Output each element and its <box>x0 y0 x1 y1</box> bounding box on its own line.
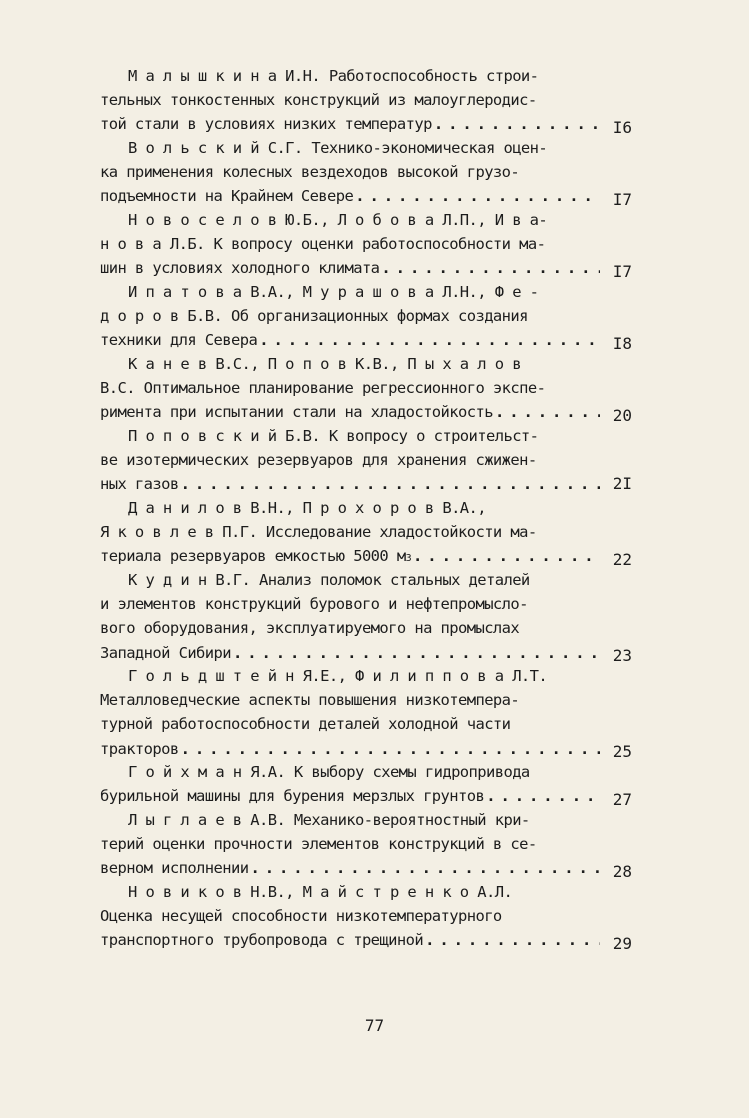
toc-page-number: 2I <box>612 474 632 493</box>
toc-entry <box>100 280 600 353</box>
toc-entry-line <box>100 928 600 952</box>
toc-entry-line <box>100 472 600 496</box>
toc-entry-line: вого оборудования, эксплуатируемого на промыслах <box>100 619 520 638</box>
toc-entry-text: той стали в условиях низких температур <box>100 115 432 134</box>
toc-entry-text: Западной Сибири <box>100 643 231 662</box>
toc-entry-line <box>100 737 600 761</box>
toc-entry-text: бурильной машины для бурения мерзлых грунтов <box>100 787 485 806</box>
dot-leader <box>259 328 600 352</box>
toc-entry-line: Н о в и к о в Н.В., М а й с т р е н к о А.Л. <box>128 883 513 901</box>
toc-entry-line: Н о в о с е л о в Ю.Б., Л о б о в а Л.П., И в а- <box>128 211 548 229</box>
toc-entry-line: Л ы г л а е в А.В. Механико-вероятностный кри- <box>128 811 530 829</box>
toc-entry-text: верном исполнении <box>100 859 249 878</box>
page-number: 77 <box>364 1016 385 1035</box>
toc-entry-line: териала резервуаров емкостью 5000 м 3 . . . <box>100 544 600 568</box>
toc-page-number: 28 <box>612 862 632 881</box>
toc-entry <box>100 64 600 137</box>
toc-entry-line: И п а т о в а В.А., М у р а ш о в а Л.Н., Ф е - <box>128 283 539 301</box>
toc-entry-line: д о р о в Б.В. Об организационных формах создания <box>100 307 528 326</box>
toc-entry <box>100 760 600 808</box>
dot-leader <box>250 856 600 880</box>
toc-entry-line <box>100 112 600 136</box>
toc-entry <box>100 496 600 569</box>
dot-leader <box>413 544 600 568</box>
dot-leader <box>181 737 600 761</box>
toc-entry-line <box>100 400 600 424</box>
toc-entry-text: шин в условиях холодного климата <box>100 259 380 278</box>
dot-leader <box>495 400 600 424</box>
toc-entry-line: В о л ь с к и й С.Г. Технико-экономическая оцен- <box>128 139 548 157</box>
toc-entry-line: турной работоспособности деталей холодной части <box>100 715 511 734</box>
dot-leader <box>434 112 600 136</box>
toc-entry-line: тельных тонкостенных конструкций из малоуглеродис- <box>100 91 537 110</box>
toc-entry-line <box>100 256 600 280</box>
toc-page-number: 22 <box>612 550 632 569</box>
toc-entry-line: Оценка несущей способности низкотемпературного <box>100 907 502 926</box>
toc-page-number: 27 <box>612 790 632 809</box>
toc-entry-text: транспортного трубопровода с трещиной <box>100 931 424 950</box>
toc-page-number: 20 <box>612 406 632 425</box>
toc-entry-line: н о в а Л.Б. К вопросу оценки работоспособности ма- <box>100 235 546 254</box>
toc-page-number: I7 <box>612 262 632 281</box>
toc-entry-line: Металловедческие аспекты повышения низкотемпера- <box>100 691 520 710</box>
toc-entry-line: Г о й х м а н Я.А. К выбору схемы гидропривода <box>128 763 530 781</box>
toc-entry-line <box>100 784 600 808</box>
toc-entry-line: Я к о в л е в П.Г. Исследование хладостойкости ма- <box>100 523 537 542</box>
toc-entry-text: териала резервуаров емкостью 5000 м <box>100 547 406 566</box>
toc-entry-line <box>100 641 600 665</box>
toc-entry-text: тракторов <box>100 739 179 758</box>
toc-entry-line <box>100 328 600 352</box>
toc-entry-line: ве изотермических резервуаров для хранения сжижен- <box>100 451 537 470</box>
toc-entry-line: В.С. Оптимальное планирование регрессионного экспе- <box>100 379 546 398</box>
dot-leader <box>233 641 600 665</box>
toc-entry-text: подъемности на Крайнем Севере <box>100 187 354 206</box>
toc-page-number: 23 <box>612 646 632 665</box>
toc-entry-line: терий оценки прочности элементов конструкций в се- <box>100 835 537 854</box>
dot-leader <box>355 184 600 208</box>
dot-leader <box>486 784 600 808</box>
toc-page-number: I6 <box>612 118 632 137</box>
toc-page-number: 29 <box>612 934 632 953</box>
toc-entry-text: римента при испытании стали на хладостойкость <box>100 403 493 422</box>
toc-page-number: I7 <box>612 190 632 209</box>
toc-entry-line: Г о л ь д ш т е й н Я.Е., Ф и л и п п о в а Л.Т. <box>128 667 548 685</box>
toc-entry-line: ка применения колесных вездеходов высокой грузо- <box>100 163 520 182</box>
toc-page-number: 25 <box>612 742 632 761</box>
toc-entry-line: К у д и н В.Г. Анализ поломок стальных деталей <box>128 571 530 589</box>
toc-entry-text: ных газов <box>100 475 179 494</box>
dot-leader <box>381 256 600 280</box>
toc-entry <box>100 136 600 209</box>
toc-entry-line: и элементов конструкций бурового и нефтепромысло- <box>100 595 528 614</box>
toc-entry <box>100 664 600 761</box>
toc-entry-line <box>100 184 600 208</box>
toc-entry <box>100 424 600 497</box>
dot-leader <box>425 928 600 952</box>
toc-entry-line <box>100 856 600 880</box>
toc-entry <box>100 880 600 953</box>
toc-entry <box>100 352 600 425</box>
toc-page-number: I8 <box>612 334 632 353</box>
toc-entry-line: К а н е в В.С., П о п о в К.В., П ы х а л о в <box>128 355 521 373</box>
toc-entry <box>100 208 600 281</box>
toc-entry <box>100 808 600 881</box>
toc-entry-line: П о п о в с к и й Б.В. К вопросу о строительст- <box>128 427 539 445</box>
toc-entry-line: Д а н и л о в В.Н., П р о х о р о в В.А., <box>128 499 487 517</box>
toc-entry-text: техники для Севера <box>100 331 258 350</box>
toc-entry-line: М а л ы ш к и н а И.Н. Работоспособность строи- <box>128 67 539 85</box>
dot-leader <box>181 472 600 496</box>
toc-entry <box>100 568 600 665</box>
